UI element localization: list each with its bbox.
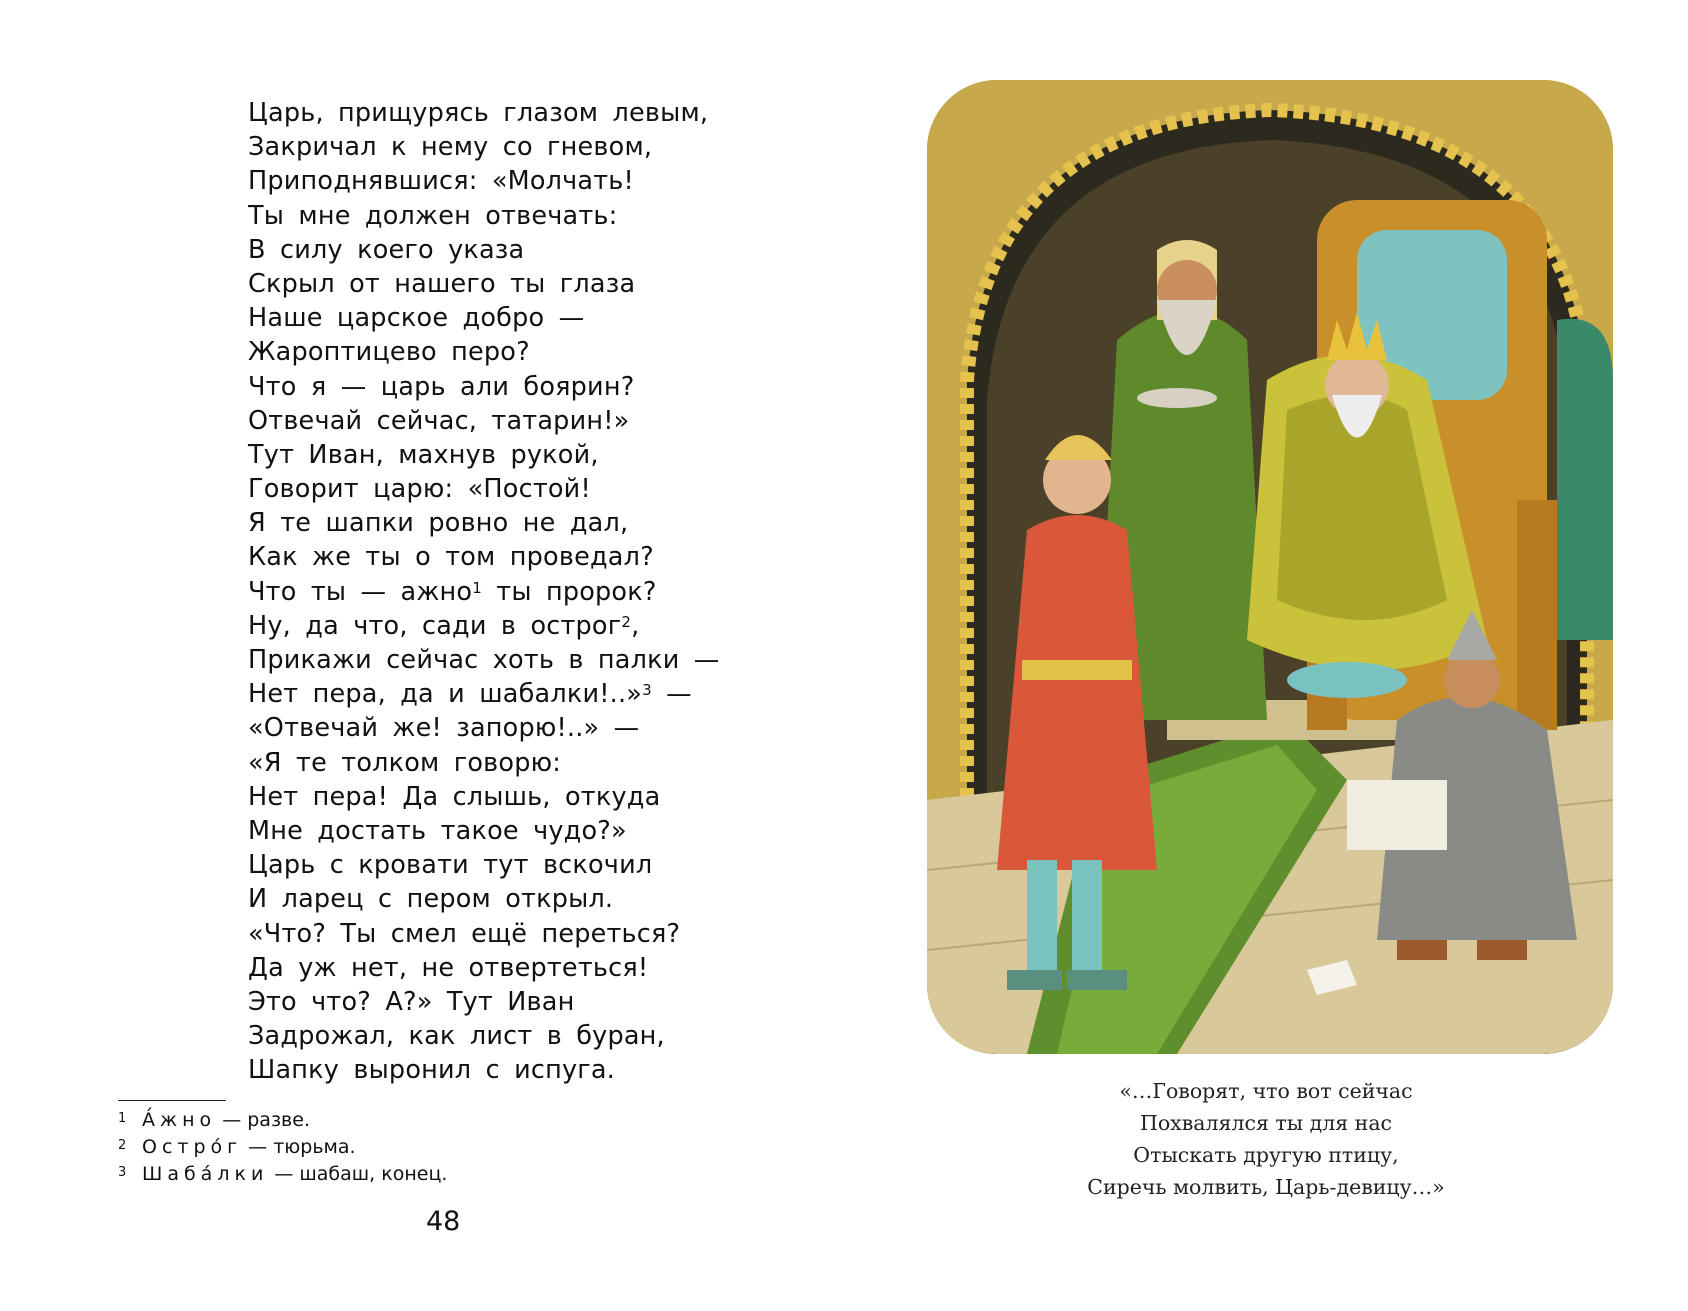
poem-line: Да уж нет, не отвертеться! bbox=[248, 952, 649, 983]
poem-line: Царь с кровати тут вскочил bbox=[248, 850, 653, 881]
footnote-divider bbox=[118, 1100, 226, 1101]
illustration bbox=[927, 80, 1613, 1054]
poem-line: Шапку выронил с испуга. bbox=[248, 1055, 615, 1086]
poem-line: Царь, прищурясь глазом левым, bbox=[248, 98, 709, 128]
footnote-number: 1 bbox=[118, 1111, 127, 1126]
illustration-svg bbox=[927, 80, 1613, 1054]
poem-line: Тут Иван, махнув рукой, bbox=[248, 439, 599, 470]
poem-line: Ты мне должен отвечать: bbox=[248, 200, 618, 231]
illustration-caption bbox=[844, 1075, 1688, 1203]
footnote bbox=[118, 1134, 447, 1161]
footnote-marker: 2 bbox=[621, 612, 632, 631]
page-number: 48 bbox=[426, 1206, 461, 1237]
poem-line: Скрыл от нашего ты глаза bbox=[248, 268, 636, 299]
poem-line-text: Ну, да что, сади в острог bbox=[248, 610, 622, 641]
footnote-number: 3 bbox=[118, 1165, 127, 1180]
poem-line: Приподнявшися: «Молчать! bbox=[248, 166, 634, 197]
poem-line: Задрожал, как лист в буран, bbox=[248, 1021, 665, 1052]
poem-line: Говорит царю: «Постой! bbox=[248, 474, 591, 505]
poem-line: Что я — царь али боярин? bbox=[248, 371, 635, 402]
caption-line: Похвалялся ты для нас bbox=[1139, 1111, 1393, 1135]
poem-line: Нет пера! Да слышь, откуда bbox=[248, 781, 661, 812]
poem-line: И ларец с пером открыл. bbox=[248, 884, 614, 915]
poem-line-text: ты пророк? bbox=[481, 576, 657, 607]
footnote-term: Шаба́лки bbox=[142, 1163, 269, 1185]
poem-line: «Отвечай же! запорю!..» — bbox=[248, 713, 640, 744]
poem-line: Я те шапки ровно не дал, bbox=[248, 508, 629, 539]
poem-line: Прикажи сейчас хоть в палки — bbox=[248, 645, 720, 675]
footnote-term: Остро́г bbox=[142, 1136, 243, 1158]
caption-line: «…Говорят, что вот сейчас bbox=[1119, 1079, 1413, 1103]
poem-line: Закричал к нему со гневом, bbox=[248, 132, 653, 163]
poem-line: Жароптицево перо? bbox=[248, 337, 530, 368]
footnote-term: А́жно bbox=[142, 1109, 217, 1131]
footnote bbox=[118, 1161, 447, 1188]
poem-line bbox=[248, 677, 720, 711]
poem-line-text: Что ты — ажно bbox=[248, 576, 473, 607]
caption-line: Отыскать другую птицу, bbox=[1133, 1143, 1399, 1167]
poem-line bbox=[248, 575, 720, 609]
footnote-definition: — шабаш, конец. bbox=[268, 1163, 448, 1185]
poem-line: «Я те толком говорю: bbox=[248, 747, 562, 778]
poem-line: В силу коего указа bbox=[248, 234, 525, 265]
poem-line: Мне достать такое чудо?» bbox=[248, 815, 627, 846]
footnote bbox=[118, 1107, 447, 1134]
footnote-definition: — тюрьма. bbox=[242, 1136, 356, 1158]
poem-line bbox=[248, 609, 720, 643]
poem-line-text: — bbox=[651, 679, 692, 710]
footnote-marker: 1 bbox=[472, 578, 482, 597]
footnote-marker: 3 bbox=[642, 681, 652, 700]
caption-line: Сиречь молвить, Царь-девицу…» bbox=[1087, 1175, 1445, 1199]
poem-line-text: Нет пера, да и шабалки!..» bbox=[248, 679, 643, 710]
poem-line-text: , bbox=[631, 610, 640, 641]
poem-line: «Что? Ты смел ещё переться? bbox=[248, 918, 681, 949]
poem-line: Отвечай сейчас, татарин!» bbox=[248, 405, 630, 436]
footnote-number: 2 bbox=[118, 1138, 127, 1153]
footnotes bbox=[118, 1107, 447, 1188]
poem-text bbox=[248, 96, 720, 1087]
poem-line: Это что? А?» Тут Иван bbox=[248, 986, 575, 1017]
footnote-definition: — разве. bbox=[216, 1109, 310, 1131]
right-page bbox=[844, 0, 1688, 1311]
poem-line: Наше царское добро — bbox=[248, 303, 585, 334]
poem-line: Как же ты о том проведал? bbox=[248, 542, 654, 573]
